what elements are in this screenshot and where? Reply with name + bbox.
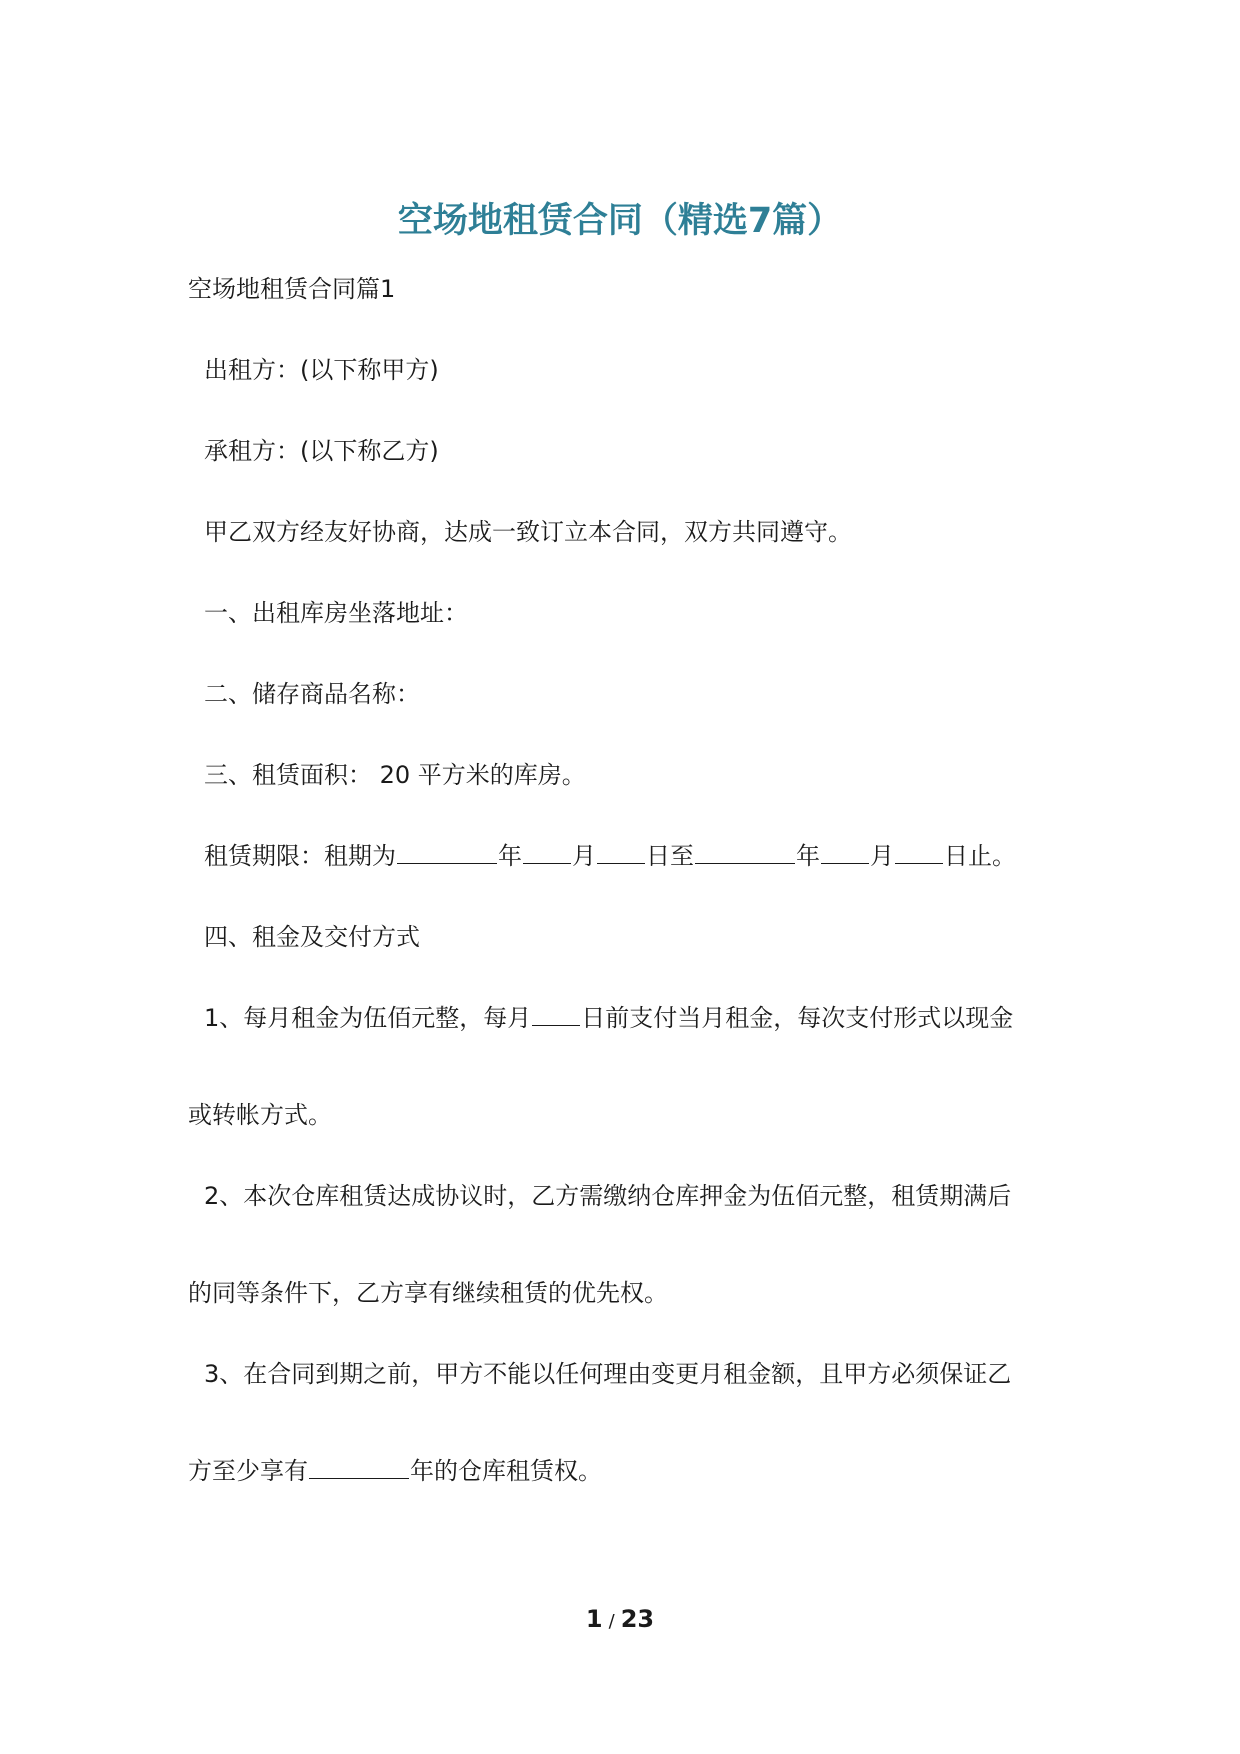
total-pages: 23 [620,1605,655,1633]
current-page: 1 [585,1605,603,1633]
fill-blank [895,843,943,864]
item-2-line-1: 2、本次仓库租赁达成协议时，乙方需缴纳仓库押金为伍佰元整，租赁期满后 [204,1182,1012,1210]
page-separator: / [608,1611,615,1632]
clause-address: 一、出租库房坐落地址： [204,599,468,627]
term-day-to: 日至 [646,842,694,870]
item-1-line-2: 或转帐方式。 [188,1101,332,1129]
item-3-line-2 [188,1454,602,1488]
fill-blank [821,843,869,864]
fill-blank [695,843,795,864]
term-year-end: 年 [796,842,820,870]
lessor-line: 出租方：(以下称甲方) [204,356,439,384]
term-month: 月 [572,842,596,870]
page-number [0,1602,1240,1639]
lease-term-line [204,839,1016,873]
fill-blank [532,1005,580,1026]
term-month-end: 月 [870,842,894,870]
item-1-text-a: 1、每月租金为伍佰元整，每月 [204,1004,532,1032]
fill-blank [523,843,571,864]
fill-blank [597,843,645,864]
document-title: 空场地租赁合同（精选7篇） [397,201,843,241]
item-1-line-1 [204,1001,1013,1035]
clause-rent-payment: 四、租金及交付方式 [204,923,420,951]
item-3-suffix: 年的仓库租赁权。 [410,1457,602,1485]
preamble-paragraph: 甲乙双方经友好协商，达成一致订立本合同，双方共同遵守。 [204,518,852,546]
clause-goods: 二、储存商品名称： [204,680,420,708]
fill-blank [309,1458,409,1479]
term-day-end: 日止。 [944,842,1016,870]
lessee-line: 承租方：(以下称乙方) [204,437,439,465]
item-2-line-2: 的同等条件下，乙方享有继续租赁的优先权。 [188,1279,668,1307]
clause-area: 三、租赁面积： 20 平方米的库房。 [204,761,586,789]
term-year: 年 [498,842,522,870]
item-3-prefix: 方至少享有 [188,1457,308,1485]
item-1-text-b: 日前支付当月租金，每次支付形式以现金 [581,1004,1014,1032]
fill-blank [397,843,497,864]
section-heading: 空场地租赁合同篇1 [188,275,396,303]
term-label: 租赁期限：租期为 [204,842,396,870]
item-3-line-1: 3、在合同到期之前，甲方不能以任何理由变更月租金额，且甲方必须保证乙 [204,1360,1012,1388]
